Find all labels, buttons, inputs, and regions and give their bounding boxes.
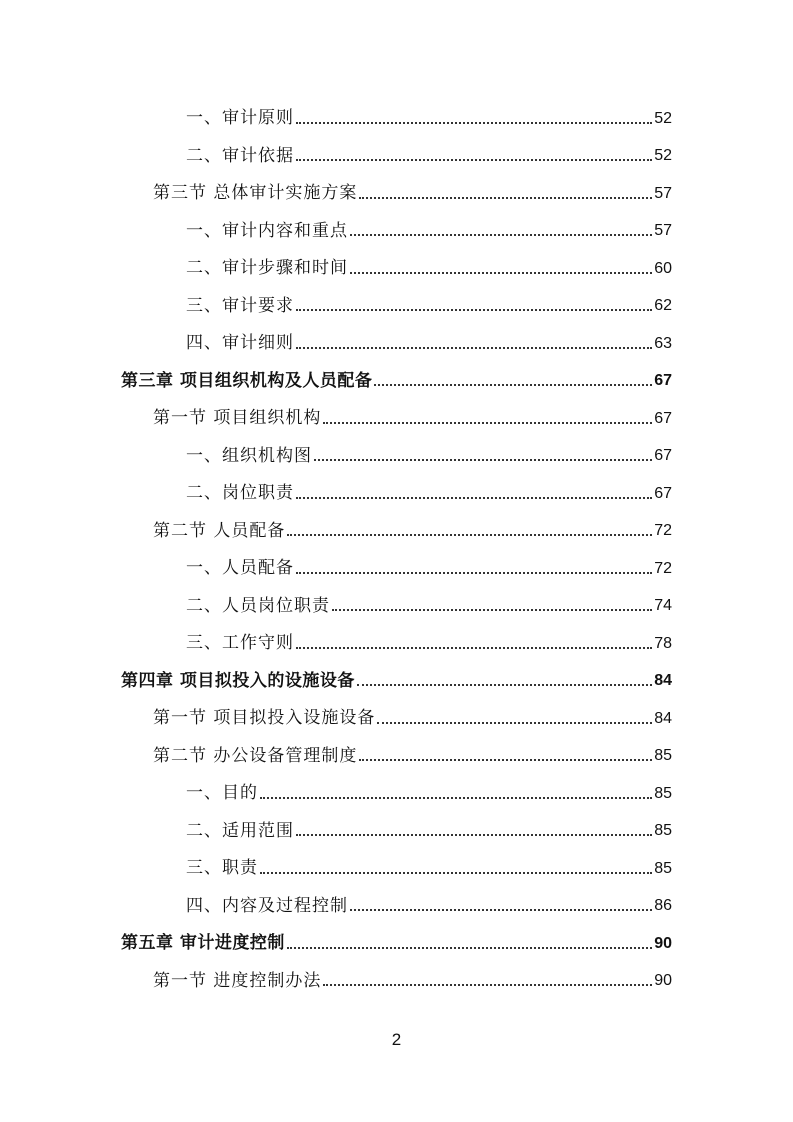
toc-dot-leader [323, 413, 652, 425]
toc-entry-line [186, 213, 672, 251]
toc-entry-title: 二、审计步骤和时间 [186, 258, 348, 279]
toc-chapter-entry[interactable] [0, 663, 793, 701]
toc-section-entry[interactable] [0, 963, 793, 1001]
toc-dot-leader [323, 975, 652, 987]
toc-section-entry[interactable] [0, 513, 793, 551]
toc-dot-leader [350, 225, 652, 237]
toc-subsection-entry[interactable] [0, 138, 793, 176]
toc-entry-page-number: 63 [654, 334, 672, 352]
toc-entry-line [153, 963, 672, 1001]
toc-dot-leader [296, 150, 652, 162]
toc-subsection-entry[interactable] [0, 288, 793, 326]
toc-entry-title: 二、岗位职责 [186, 483, 294, 504]
toc-entry-title: 二、适用范围 [186, 820, 294, 841]
toc-entry-title: 第五章 审计进度控制 [121, 933, 285, 954]
toc-entry-title: 第四章 项目拟投入的设施设备 [121, 670, 355, 691]
toc-entry-line [186, 475, 672, 513]
toc-entry-title: 二、人员岗位职责 [186, 595, 330, 616]
toc-entry-page-number: 67 [654, 372, 672, 390]
toc-entry-line [186, 625, 672, 663]
toc-entry-title: 一、人员配备 [186, 558, 294, 579]
toc-entry-page-number: 67 [654, 447, 672, 465]
toc-entry-line [121, 363, 672, 401]
toc-entry-page-number: 86 [654, 897, 672, 915]
toc-subsection-entry[interactable] [0, 213, 793, 251]
toc-subsection-entry[interactable] [0, 550, 793, 588]
toc-entry-page-number: 90 [654, 972, 672, 990]
toc-entry-line [186, 888, 672, 926]
toc-subsection-entry[interactable] [0, 888, 793, 926]
toc-entry-line [186, 138, 672, 176]
toc-entry-title: 第二节 人员配备 [153, 520, 286, 541]
toc-dot-leader [377, 713, 652, 725]
toc-entry-page-number: 52 [654, 109, 672, 127]
toc-entry-title: 第三章 项目组织机构及人员配备 [121, 370, 373, 391]
toc-subsection-entry[interactable] [0, 475, 793, 513]
toc-chapter-entry[interactable] [0, 925, 793, 963]
toc-entry-line [153, 400, 672, 438]
toc-entry-title: 一、审计内容和重点 [186, 220, 348, 241]
toc-dot-leader [350, 900, 652, 912]
toc-section-entry[interactable] [0, 700, 793, 738]
toc-section-entry[interactable] [0, 400, 793, 438]
toc-dot-leader [359, 188, 652, 200]
toc-dot-leader [296, 638, 652, 650]
toc-entry-title: 四、内容及过程控制 [186, 895, 348, 916]
toc-entry-title: 二、审计依据 [186, 145, 294, 166]
toc-entry-line [186, 550, 672, 588]
toc-entry-page-number: 74 [654, 597, 672, 615]
toc-entry-title: 第一节 进度控制办法 [153, 970, 322, 991]
toc-entry-page-number: 84 [654, 709, 672, 727]
toc-dot-leader [314, 450, 652, 462]
toc-subsection-entry[interactable] [0, 250, 793, 288]
toc-subsection-entry[interactable] [0, 325, 793, 363]
toc-dot-leader [332, 600, 652, 612]
toc-entry-line [186, 438, 672, 476]
toc-subsection-entry[interactable] [0, 438, 793, 476]
toc-dot-leader [296, 563, 652, 575]
toc-dot-leader [260, 863, 652, 875]
toc-dot-leader [296, 338, 652, 350]
toc-dot-leader [296, 300, 652, 312]
toc-dot-leader [357, 675, 652, 687]
toc-dot-leader [260, 788, 652, 800]
toc-entry-page-number: 85 [654, 784, 672, 802]
toc-entry-page-number: 84 [654, 672, 672, 690]
toc-subsection-entry[interactable] [0, 625, 793, 663]
toc-entry-title: 第三节 总体审计实施方案 [153, 183, 358, 204]
toc-chapter-entry[interactable] [0, 363, 793, 401]
toc-entry-title: 一、审计原则 [186, 108, 294, 129]
toc-entry-page-number: 57 [654, 222, 672, 240]
toc-subsection-entry[interactable] [0, 100, 793, 138]
toc-entry-line [153, 700, 672, 738]
toc-entry-page-number: 90 [654, 934, 672, 952]
toc-entry-line [186, 813, 672, 851]
toc-entry-page-number: 78 [654, 634, 672, 652]
toc-section-entry[interactable] [0, 175, 793, 213]
toc-dot-leader [287, 525, 652, 537]
toc-entry-line [153, 175, 672, 213]
toc-entry-line [153, 513, 672, 551]
toc-subsection-entry[interactable] [0, 588, 793, 626]
toc-entry-line [186, 288, 672, 326]
toc-entry-line [121, 663, 672, 701]
toc-dot-leader [287, 938, 652, 950]
toc-entry-line [186, 100, 672, 138]
toc-entry-page-number: 67 [654, 409, 672, 427]
toc-dot-leader [374, 375, 652, 387]
toc-entry-page-number: 85 [654, 747, 672, 765]
toc-entry-title: 一、组织机构图 [186, 445, 312, 466]
toc-section-entry[interactable] [0, 738, 793, 776]
toc-subsection-entry[interactable] [0, 775, 793, 813]
toc-entry-title: 第二节 办公设备管理制度 [153, 745, 358, 766]
toc-entry-page-number: 72 [654, 559, 672, 577]
toc-subsection-entry[interactable] [0, 850, 793, 888]
toc-dot-leader [296, 113, 652, 125]
page-number: 2 [391, 1030, 402, 1049]
toc-entry-title: 第一节 项目组织机构 [153, 408, 322, 429]
toc-entry-line [186, 850, 672, 888]
toc-entry-line [121, 925, 672, 963]
toc-entry-page-number: 67 [654, 484, 672, 502]
toc-entry-page-number: 62 [654, 297, 672, 315]
toc-dot-leader [350, 263, 652, 275]
toc-dot-leader [359, 750, 652, 762]
toc-entry-page-number: 72 [654, 522, 672, 540]
toc-entry-title: 三、工作守则 [186, 633, 294, 654]
toc-entry-line [186, 250, 672, 288]
toc-entry-title: 四、审计细则 [186, 333, 294, 354]
toc-entry-line [153, 738, 672, 776]
toc-entry-page-number: 85 [654, 859, 672, 877]
toc-entry-line [186, 775, 672, 813]
toc-entry-line [186, 588, 672, 626]
toc-dot-leader [296, 825, 652, 837]
toc-entry-page-number: 57 [654, 184, 672, 202]
toc-entry-title: 三、职责 [186, 858, 258, 879]
toc-entry-page-number: 52 [654, 147, 672, 165]
toc-entry-title: 一、目的 [186, 783, 258, 804]
toc-entry-title: 三、审计要求 [186, 295, 294, 316]
toc-entry-page-number: 60 [654, 259, 672, 277]
toc-entry-title: 第一节 项目拟投入设施设备 [153, 708, 376, 729]
toc-entry-line [186, 325, 672, 363]
toc-dot-leader [296, 488, 652, 500]
toc-entry-page-number: 85 [654, 822, 672, 840]
toc-subsection-entry[interactable] [0, 813, 793, 851]
